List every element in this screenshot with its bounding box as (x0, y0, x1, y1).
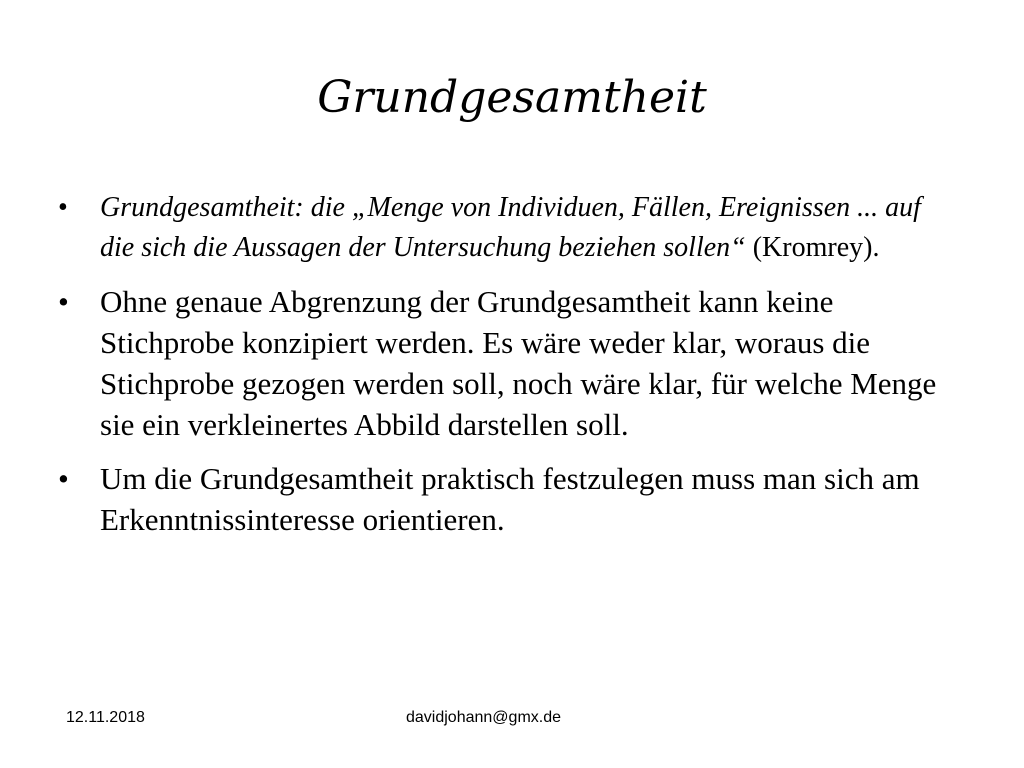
bullet-text: Um die Grundgesamtheit praktisch festzulegen muss man sich am Erkenntnissinteresse orientieren. (100, 461, 920, 537)
bullet-dot-icon: • (58, 284, 69, 319)
bullet-item-abgrenzung (58, 281, 958, 445)
bullet-text: Ohne genaue Abgrenzung der Grundgesamtheit kann keine Stichprobe konzipiert werden. Es wäre weder klar, woraus die Stichprobe gezogen werden soll, noch wäre klar, für welche Menge sie ein verkleinertes Abbild darstellen soll. (100, 284, 937, 442)
bullet-item-festlegen (58, 458, 958, 540)
definition-quote: Grundgesamtheit: die „Menge von Individuen, Fällen, Ereignissen ... auf die sich die Aussagen der Untersuchung beziehen sollen“ (100, 192, 921, 263)
slide-title: Grundgesamtheit (317, 72, 707, 123)
bullet-dot-icon: • (58, 192, 68, 223)
bullet-dot-icon: • (58, 461, 69, 496)
bullet-list (58, 188, 958, 553)
footer-author-email: davidjohann@gmx.de (406, 709, 562, 726)
definition-source: (Kromrey). (745, 232, 880, 263)
footer-date: 12.11.2018 (66, 709, 145, 726)
bullet-item-definition (58, 188, 958, 268)
